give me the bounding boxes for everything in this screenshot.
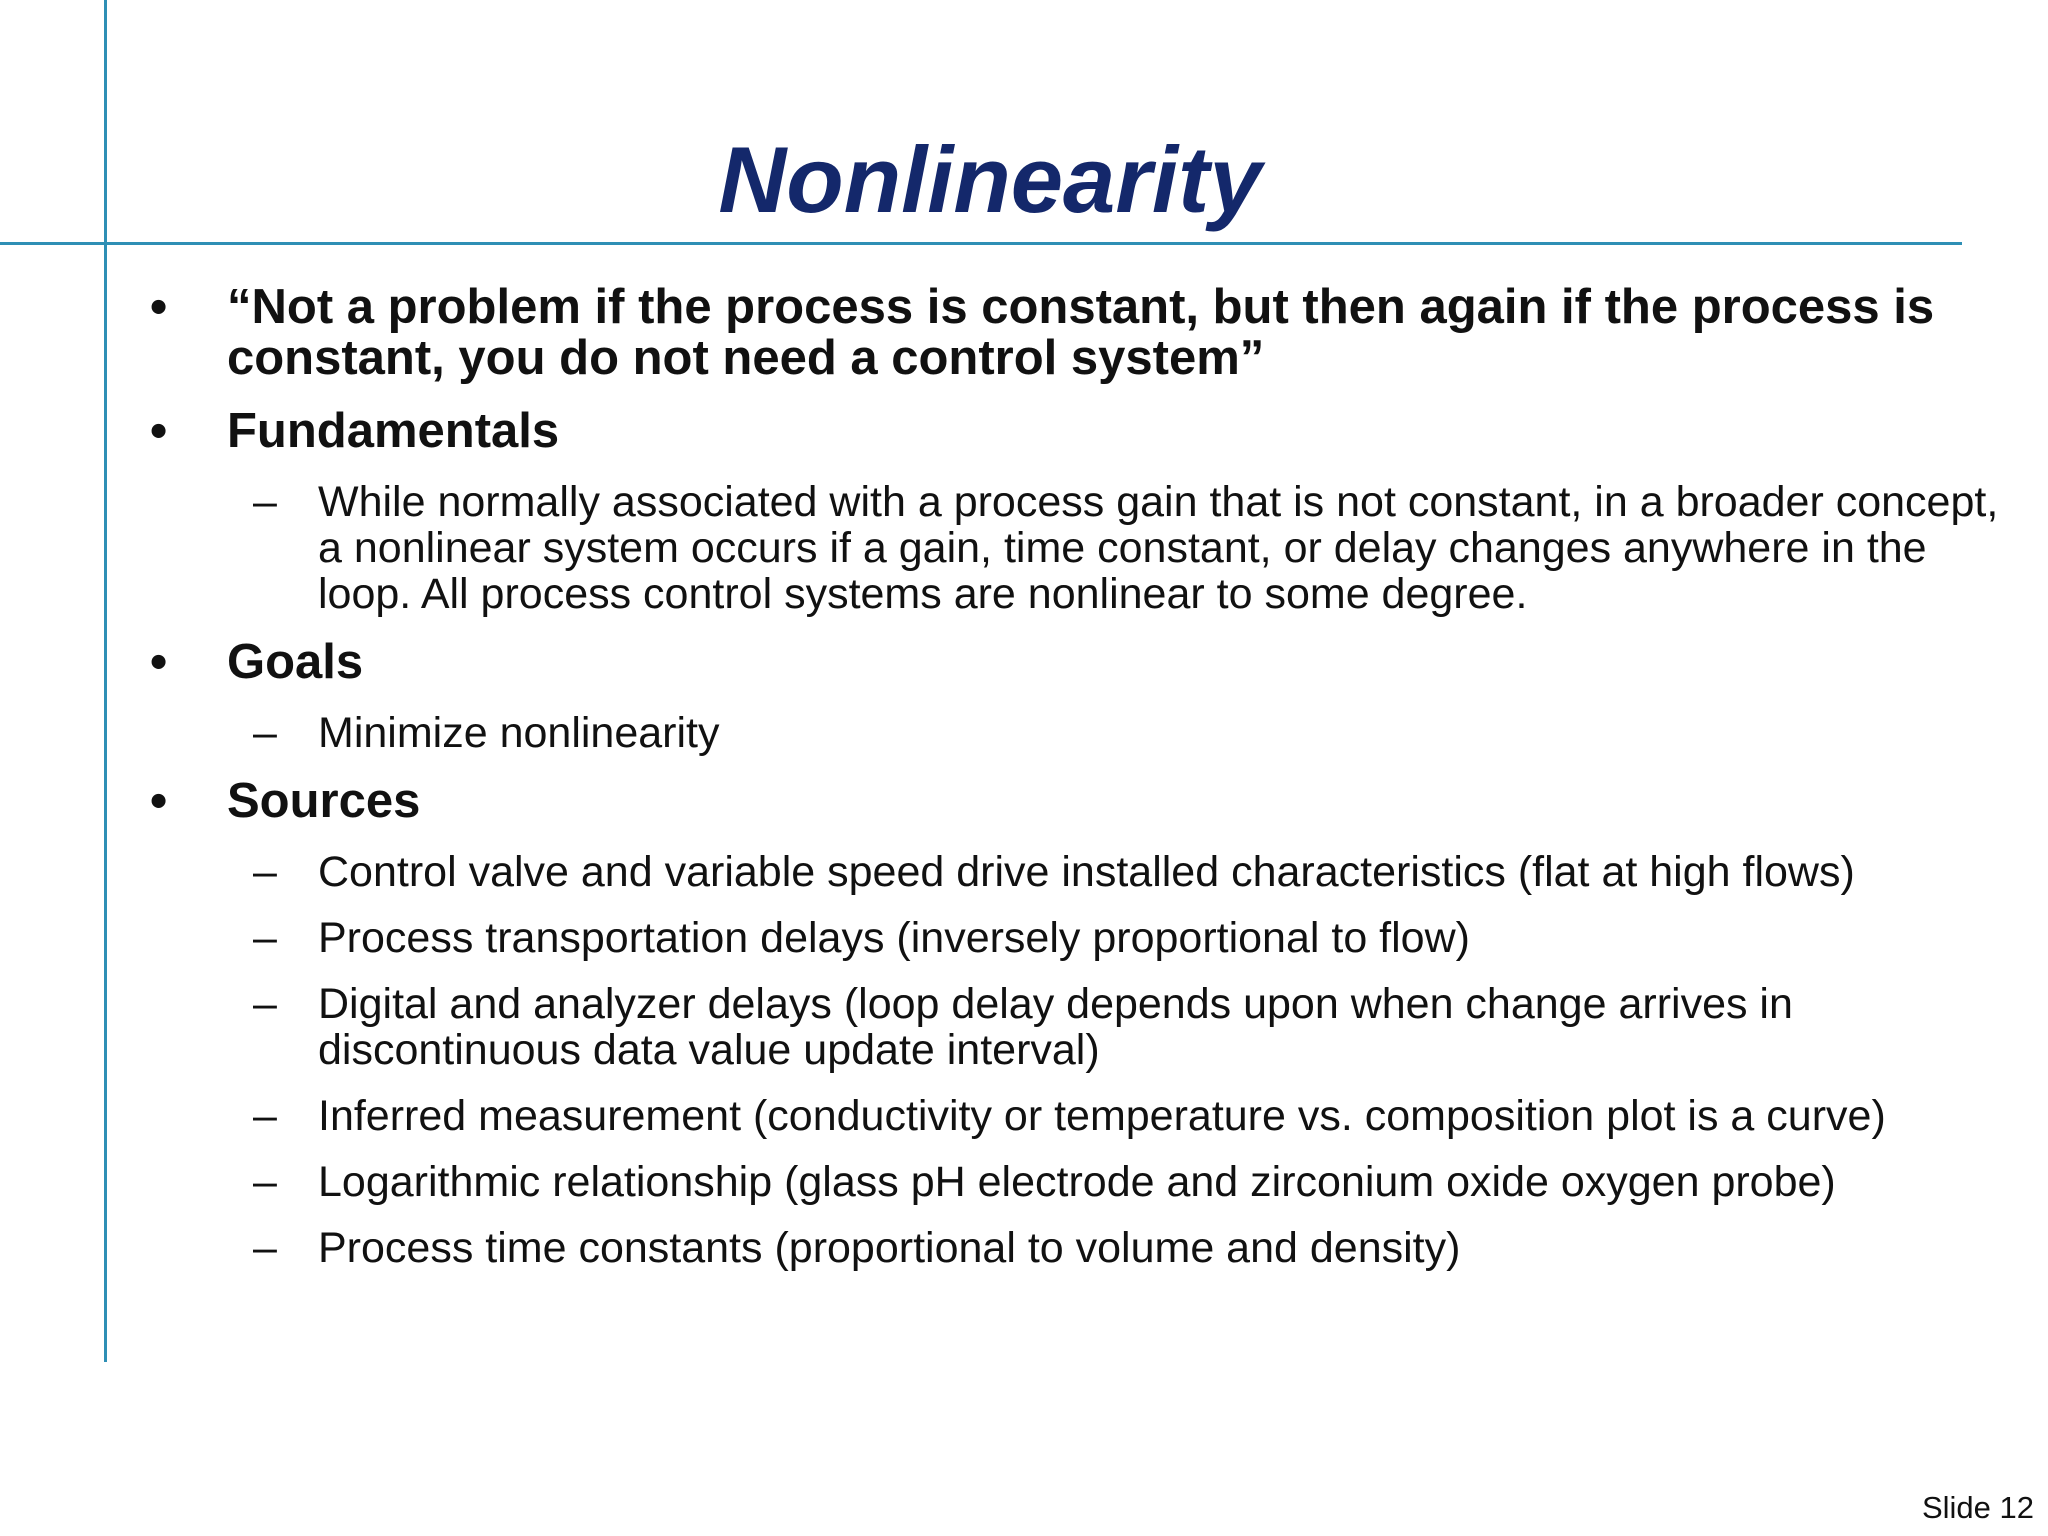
- dash-marker: –: [253, 709, 277, 757]
- bullet-item: [0, 637, 2048, 688]
- bullet-marker: •: [150, 635, 168, 689]
- dash-marker: –: [253, 980, 277, 1028]
- sub-bullet-item: [0, 1225, 2048, 1271]
- sub-bullet-item: [0, 1093, 2048, 1139]
- sub-bullet-text: Process time constants (proportional to volume and density): [318, 1224, 1461, 1272]
- bullet-item: [0, 282, 2048, 384]
- sub-bullet-text: Minimize nonlinearity: [318, 709, 720, 757]
- sub-bullet-text: Inferred measurement (conductivity or temperature vs. composition plot is a curve): [318, 1092, 1886, 1140]
- bullet-text: Fundamentals: [227, 404, 560, 458]
- sub-bullet-text: Logarithmic relationship (glass pH electrode and zirconium oxide oxygen probe): [318, 1158, 1836, 1206]
- sub-bullet-item: [0, 479, 2048, 617]
- sub-bullet-item: [0, 981, 2048, 1073]
- bullet-text: Sources: [227, 774, 421, 828]
- dash-marker: –: [253, 1092, 277, 1140]
- bullet-marker: •: [150, 404, 168, 458]
- sub-bullet-item: [0, 915, 2048, 961]
- sub-bullet-item: [0, 710, 2048, 756]
- bullet-text: Goals: [227, 635, 364, 689]
- bullet-text: “Not a problem if the process is constant, but then again if the process is constant, you do not need a control system”: [227, 280, 1935, 385]
- sub-bullet-text: While normally associated with a process gain that is not constant, in a broader concept, a nonlinear system occurs if a gain, time constant, or delay changes anywhere in the loop. All process control systems are nonlinear to some degree.: [318, 478, 1999, 618]
- bullet-item: [0, 406, 2048, 457]
- dash-marker: –: [253, 914, 277, 962]
- dash-marker: –: [253, 478, 277, 526]
- slide-title: Nonlinearity: [718, 127, 1262, 232]
- dash-marker: –: [253, 1224, 277, 1272]
- bullet-list: [0, 282, 2048, 1291]
- bullet-marker: •: [150, 774, 168, 828]
- sub-bullet-text: Control valve and variable speed drive installed characteristics (flat at high flows): [318, 848, 1855, 896]
- bullet-item: [0, 776, 2048, 827]
- dash-marker: –: [253, 848, 277, 896]
- bullet-marker: •: [150, 280, 168, 334]
- slide-number: Slide 12: [1921, 1490, 2034, 1525]
- sub-bullet-text: Digital and analyzer delays (loop delay depends upon when change arrives in discontinuous data value update interval): [318, 980, 1793, 1074]
- sub-bullet-item: [0, 849, 2048, 895]
- sub-bullet-text: Process transportation delays (inversely proportional to flow): [318, 914, 1470, 962]
- dash-marker: –: [253, 1158, 277, 1206]
- horizontal-accent-line: [0, 242, 1962, 245]
- sub-bullet-item: [0, 1159, 2048, 1205]
